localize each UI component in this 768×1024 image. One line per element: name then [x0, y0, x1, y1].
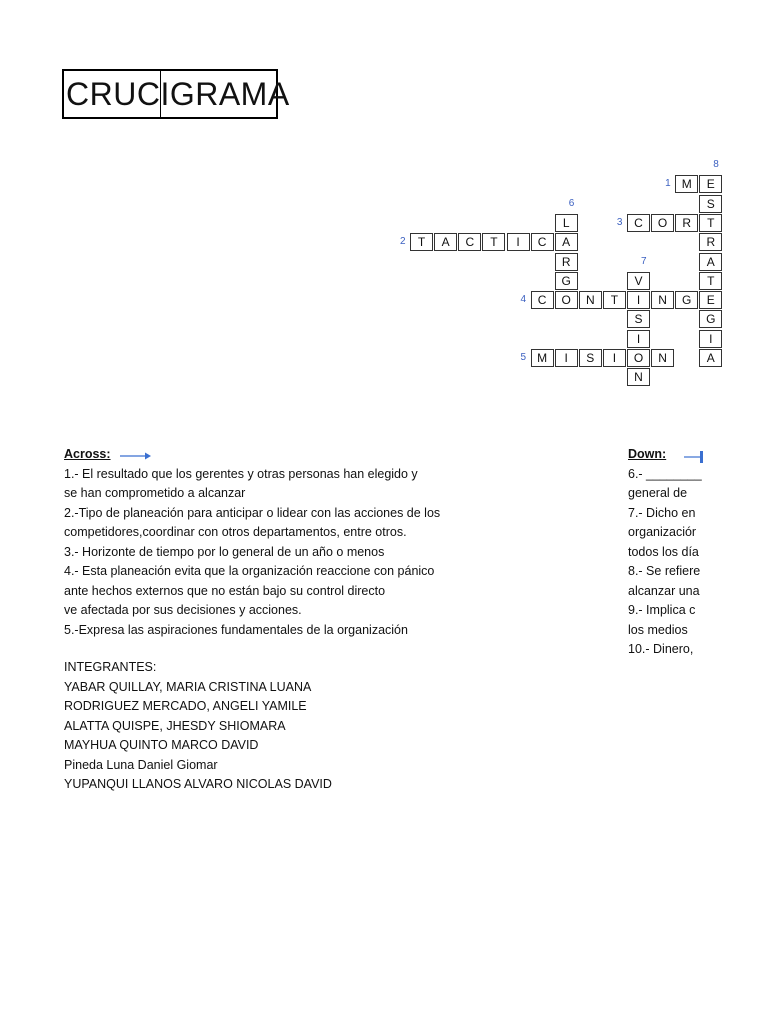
crossword-cell: S: [579, 349, 602, 367]
text-line: se han comprometido a alcanzar: [64, 486, 246, 500]
crossword-cell: G: [699, 310, 722, 328]
crossword-cell: C: [531, 233, 554, 251]
crossword-cell: N: [651, 291, 674, 309]
crossword-cell: I: [603, 349, 626, 367]
crossword-cell: I: [507, 233, 530, 251]
text-line: 1.- El resultado que los gerentes y otras personas han elegido y: [64, 466, 418, 481]
text-line: los medios: [628, 622, 688, 637]
arrow-down-icon: [684, 447, 704, 465]
crossword-cell: T: [699, 214, 722, 232]
crossword-cell: T: [482, 233, 505, 251]
text-line: 4.- Esta planeación evita que la organización reaccione con pánico: [64, 564, 435, 578]
text-line: 9.- Implica c: [628, 603, 696, 617]
crossword-cell: A: [699, 349, 722, 367]
crossword-cell: A: [555, 233, 578, 251]
crossword-cell: N: [579, 291, 602, 309]
clue-number: 1: [665, 178, 671, 190]
crossword-cell: R: [699, 233, 722, 251]
across-lines: [64, 465, 604, 641]
crossword-cell: V: [627, 272, 650, 290]
crossword-cell: M: [675, 175, 698, 193]
crossword-cell: O: [651, 214, 674, 232]
clue-number: 8: [713, 159, 719, 170]
team-list: [64, 658, 564, 795]
crossword-cell: R: [555, 253, 578, 271]
crossword-cell: N: [627, 368, 650, 386]
text-line: YABAR QUILLAY, MARIA CRISTINA LUANA: [64, 679, 312, 694]
crossword-cell: G: [555, 272, 578, 290]
crossword-cell: A: [434, 233, 457, 251]
across-header: Across:: [64, 447, 111, 461]
text-line: 8.- Se refiere: [628, 564, 701, 578]
clue-number: 5: [520, 352, 527, 363]
text-line: Pineda Luna Daniel Giomar: [64, 757, 218, 772]
text-line: RODRIGUEZ MERCADO, ANGELI YAMILE: [64, 699, 307, 713]
crossword-cell: N: [651, 349, 674, 367]
crossword-grid: [0, 0, 768, 420]
text-line: MAYHUA QUINTO MARCO DAVID: [64, 738, 259, 752]
text-line: competidores,coordinar con otros departamentos, entre otros.: [64, 525, 407, 539]
crossword-cell: G: [675, 291, 698, 309]
crossword-cell: C: [627, 214, 650, 232]
team-header: INTEGRANTES:: [64, 660, 157, 674]
down-clues: [628, 445, 768, 660]
arrow-right-icon: [120, 451, 152, 461]
across-clues: [64, 445, 604, 640]
text-line: 3.- Horizonte de tiempo por lo general de un año o menos: [64, 544, 385, 559]
text-line: YUPANQUI LLANOS ALVARO NICOLAS DAVID: [64, 777, 332, 791]
text-line: general de: [628, 486, 688, 500]
crossword-cell: L: [555, 214, 578, 232]
crossword-cell: M: [531, 349, 554, 367]
clue-number: 6: [568, 197, 575, 209]
text-line: ve afectada por sus decisiones y acciones.: [64, 603, 302, 617]
text-line: 6.- ________: [628, 466, 702, 481]
crossword-cell: O: [555, 291, 578, 309]
crossword-cell: T: [699, 272, 722, 290]
crossword-cell: C: [458, 233, 481, 251]
crossword-cell: C: [531, 291, 554, 309]
crossword-cell: E: [699, 175, 722, 193]
text-line: organizaciór: [628, 525, 697, 539]
clue-number: 3: [616, 216, 623, 228]
team-members: [64, 678, 564, 795]
crossword-cell: R: [675, 214, 698, 232]
crossword-cell: I: [627, 291, 650, 309]
text-line: alcanzar una: [628, 583, 700, 598]
text-line: todos los día: [628, 544, 699, 559]
crossword-cell: E: [699, 291, 722, 309]
clue-number: 7: [641, 255, 647, 267]
down-lines: [628, 465, 768, 660]
text-line: 10.- Dinero,: [628, 642, 694, 656]
text-line: ALATTA QUISPE, JHESDY SHIOMARA: [64, 718, 286, 733]
down-header: Down:: [628, 447, 667, 461]
crossword-cell: I: [699, 330, 722, 348]
crossword-cell: O: [627, 349, 650, 367]
crossword-cell: I: [555, 349, 578, 367]
clue-number: 4: [520, 294, 527, 306]
clue-number: 2: [400, 236, 406, 248]
crossword-cell: S: [627, 310, 650, 328]
text-line: ante hechos externos que no están bajo su control directo: [64, 583, 386, 598]
crossword-cell: S: [699, 195, 722, 213]
text-line: 7.- Dicho en: [628, 505, 696, 520]
crossword-cell: I: [627, 330, 650, 348]
text-line: 2.-Tipo de planeación para anticipar o lidear con las acciones de los: [64, 505, 441, 520]
crossword-cell: T: [410, 233, 433, 251]
crossword-cell: A: [699, 253, 722, 271]
text-line: 5.-Expresa las aspiraciones fundamentales de la organización: [64, 622, 408, 637]
page-title: CRUCIGRAMA: [66, 76, 290, 112]
crossword-cell: T: [603, 291, 626, 309]
